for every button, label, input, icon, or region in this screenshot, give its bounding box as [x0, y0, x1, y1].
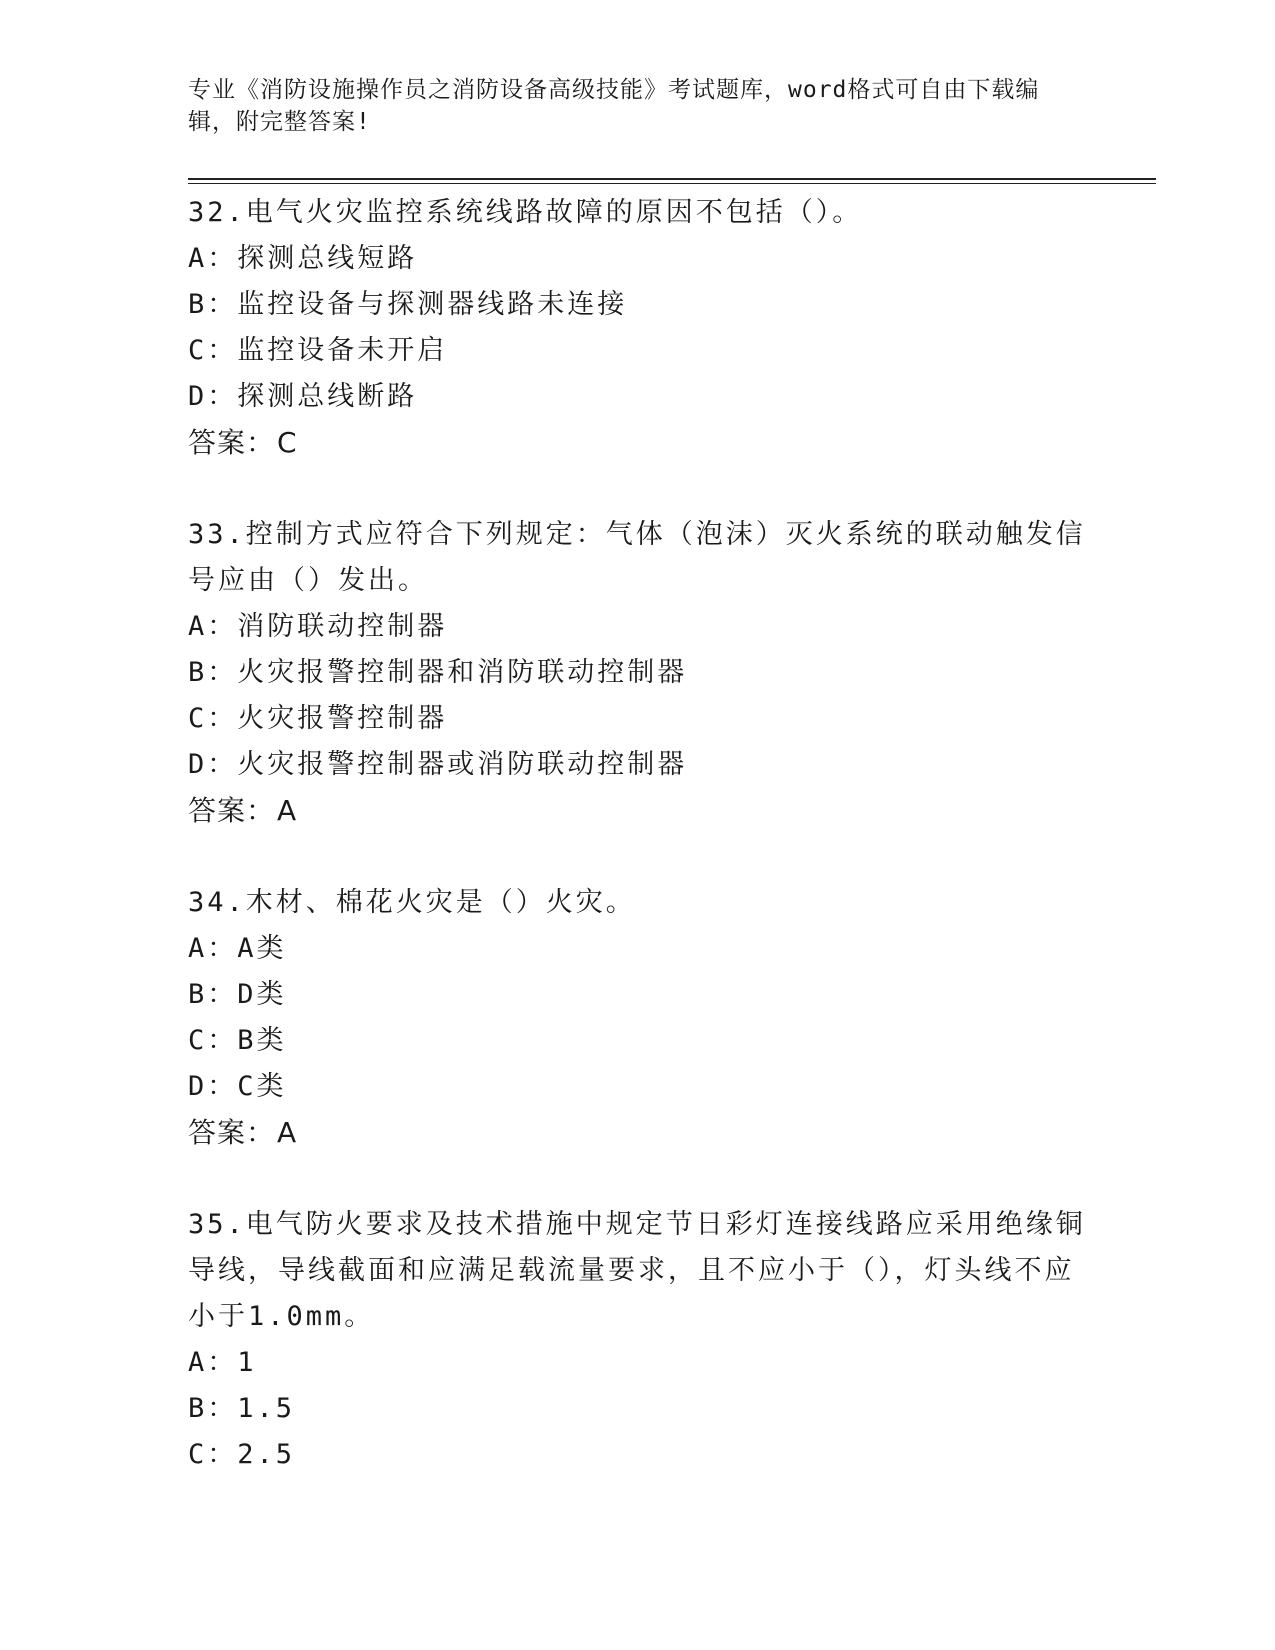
- header-divider-thin: [188, 183, 1156, 184]
- answer-label: 答案：: [188, 794, 276, 827]
- answer-value: A: [277, 794, 298, 827]
- answer-line: [188, 420, 1088, 466]
- option-b: B：火灾报警控制器和消防联动控制器: [188, 657, 688, 688]
- option-a: A：1: [188, 1347, 257, 1378]
- question-33: [188, 512, 1088, 834]
- question-34: [188, 880, 1088, 1156]
- question-stem: 33.控制方式应符合下列规定：气体（泡沫）灭火系统的联动触发信号应由（）发出。: [188, 519, 1086, 596]
- question-stem: 32.电气火灾监控系统线路故障的原因不包括（）。: [188, 197, 863, 228]
- option-d: D：火灾报警控制器或消防联动控制器: [188, 749, 688, 780]
- option-b: B：1.5: [188, 1393, 296, 1424]
- option-b: B：监控设备与探测器线路未连接: [188, 289, 628, 320]
- answer-line: [188, 1110, 1088, 1156]
- question-35: [188, 1202, 1088, 1478]
- option-b: B：D类: [188, 979, 287, 1010]
- option-d: D：探测总线断路: [188, 381, 418, 412]
- answer-value: A: [277, 1116, 298, 1149]
- option-c: C：2.5: [188, 1439, 296, 1470]
- option-a: A：A类: [188, 933, 287, 964]
- option-c: C：火灾报警控制器: [188, 703, 448, 734]
- document-header: 专业《消防设施操作员之消防设备高级技能》考试题库，word格式可自由下载编辑，附完整答案!: [188, 77, 1040, 135]
- answer-value: C: [277, 426, 298, 459]
- option-a: A：探测总线短路: [188, 243, 418, 274]
- question-stem: 35.电气防火要求及技术措施中规定节日彩灯连接线路应采用绝缘铜导线，导线截面和应满足载流量要求，且不应小于（），灯头线不应小于1.0mm。: [188, 1209, 1086, 1332]
- option-c: C：B类: [188, 1025, 287, 1056]
- question-32: [188, 190, 1088, 466]
- answer-line: [188, 788, 1088, 834]
- question-stem: 34.木材、棉花火灾是（）火灾。: [188, 887, 636, 918]
- question-list: [188, 190, 1088, 1478]
- option-d: D：C类: [188, 1071, 287, 1102]
- answer-label: 答案：: [188, 1116, 276, 1149]
- option-a: A：消防联动控制器: [188, 611, 448, 642]
- answer-label: 答案：: [188, 426, 276, 459]
- option-c: C：监控设备未开启: [188, 335, 448, 366]
- header-divider-thick: [188, 178, 1156, 180]
